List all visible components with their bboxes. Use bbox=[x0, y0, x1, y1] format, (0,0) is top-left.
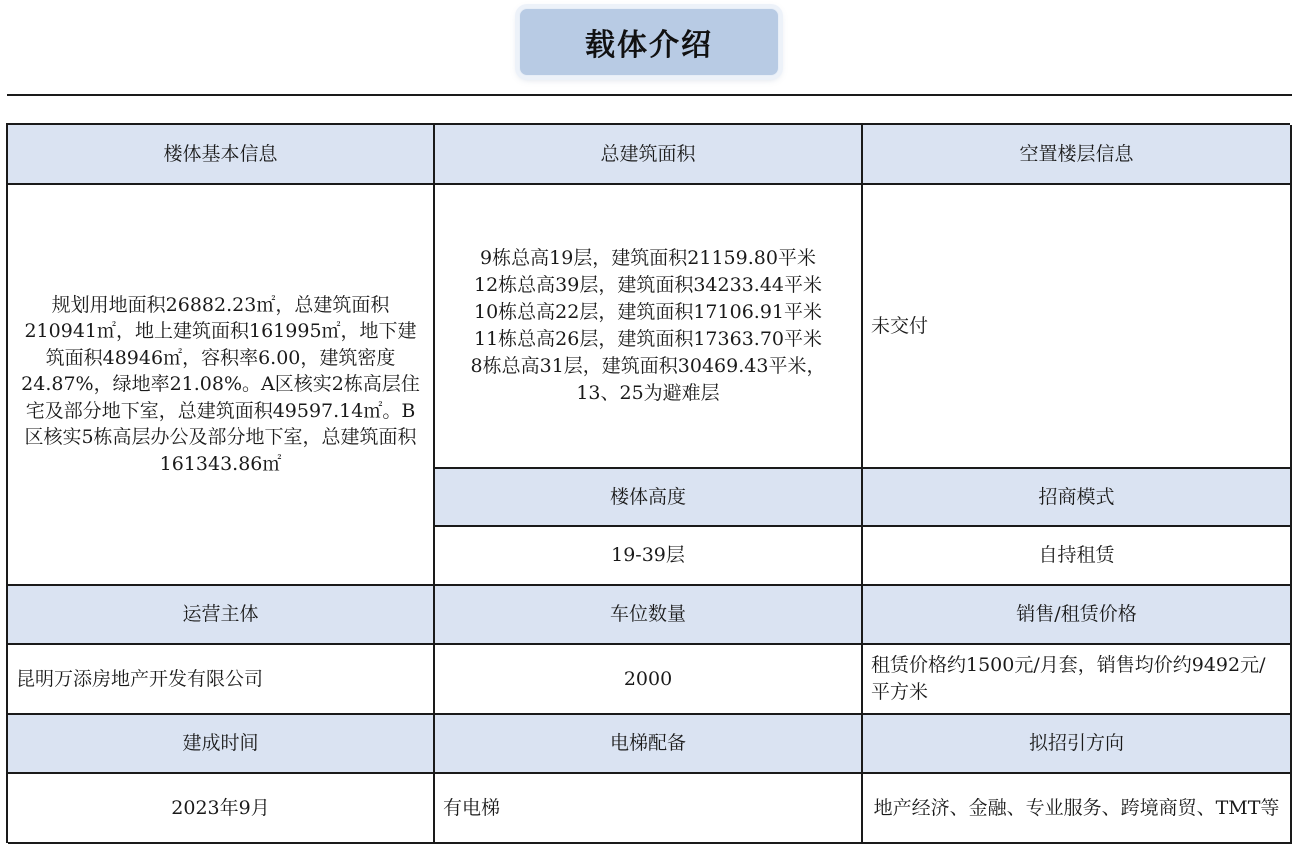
header-vacant-floors: 空置楼层信息 bbox=[863, 125, 1292, 185]
header-operator: 运营主体 bbox=[8, 586, 435, 645]
basic-info-value: 规划用地面积26882.23㎡，总建筑面积210941㎡，地上建筑面积161995㎡，地下建筑面积48946㎡，容积率6.00，建筑密度24.87%，绿地率21.08%。A区核实2栋高层住宅及部分地下室，总建筑面积49597.14㎡。B区核实5栋高层办公及部分地下室，总建筑面积161343.86㎡ bbox=[8, 185, 435, 586]
mode-value: 自持租赁 bbox=[863, 527, 1292, 586]
header-elevator: 电梯配备 bbox=[435, 715, 863, 774]
header-direction: 拟招引方向 bbox=[863, 715, 1292, 774]
operator-value: 昆明万添房地产开发有限公司 bbox=[8, 645, 435, 715]
list-item: 12栋总高39层，建筑面积34233.44平米 bbox=[473, 274, 822, 296]
list-item: 8栋总高31层，建筑面积30469.43平米，13、25为避难层 bbox=[470, 355, 826, 404]
page-title: 载体介绍 bbox=[519, 8, 779, 76]
elevator-value: 有电梯 bbox=[435, 774, 863, 844]
building-area-list bbox=[468, 245, 828, 407]
header-total-area: 总建筑面积 bbox=[435, 125, 863, 185]
total-area-value bbox=[435, 185, 863, 469]
parking-value: 2000 bbox=[435, 645, 863, 715]
header-basic-info: 楼体基本信息 bbox=[8, 125, 435, 185]
header-parking: 车位数量 bbox=[435, 586, 863, 645]
direction-value: 地产经济、金融、专业服务、跨境商贸、TMT等 bbox=[863, 774, 1292, 844]
header-built: 建成时间 bbox=[8, 715, 435, 774]
list-item: 10栋总高22层，建筑面积17106.91平米 bbox=[473, 301, 822, 323]
price-value: 租赁价格约1500元/月套，销售均价约9492元/平方米 bbox=[863, 645, 1292, 715]
built-value: 2023年9月 bbox=[8, 774, 435, 844]
list-item: 9栋总高19层，建筑面积21159.80平米 bbox=[480, 247, 816, 269]
header-mode: 招商模式 bbox=[863, 469, 1292, 527]
title-divider bbox=[7, 94, 1292, 96]
list-item: 11栋总高26层，建筑面积17363.70平米 bbox=[473, 328, 822, 350]
header-height: 楼体高度 bbox=[435, 469, 863, 527]
vacant-floors-value: 未交付 bbox=[863, 185, 1292, 469]
height-value: 19-39层 bbox=[435, 527, 863, 586]
info-table bbox=[6, 123, 1290, 843]
header-price: 销售/租赁价格 bbox=[863, 586, 1292, 645]
